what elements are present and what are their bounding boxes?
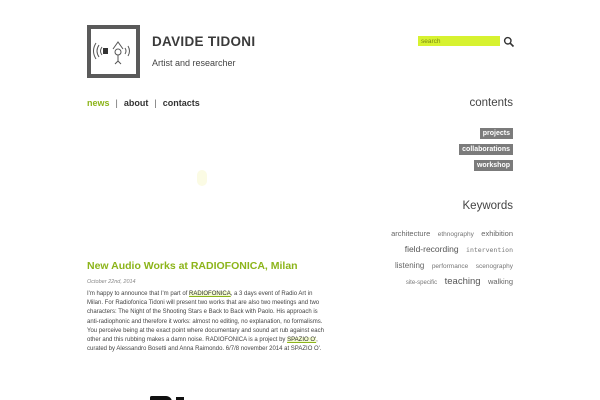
post-text: I'm happy to announce that I'm part of xyxy=(87,291,190,297)
nav-separator: | xyxy=(115,98,118,108)
keyword-ethnography[interactable]: ethnography xyxy=(437,231,474,238)
contents-list xyxy=(459,128,513,176)
post-title[interactable]: New Audio Works at RADIOFONICA, Milan xyxy=(87,260,298,272)
post-image-top xyxy=(150,396,172,400)
keywords-cloud xyxy=(373,225,513,290)
logo-figure-icon xyxy=(91,29,136,74)
keyword-field-recording[interactable]: field-recording xyxy=(404,244,459,254)
keyword-teaching[interactable]: teaching xyxy=(444,276,481,287)
post-date: October 22nd, 2014 xyxy=(87,279,136,285)
spazio-o-link[interactable]: SPAZIO O' xyxy=(287,337,317,344)
keyword-exhibition[interactable]: exhibition xyxy=(481,229,513,238)
nav-about[interactable]: about xyxy=(123,98,149,108)
keyword-performance[interactable]: performance xyxy=(431,263,469,270)
search-button[interactable] xyxy=(503,36,515,48)
keyword-site-specific[interactable]: site-specific xyxy=(405,280,438,286)
contents-link-workshop[interactable]: workshop xyxy=(474,160,513,171)
search-icon xyxy=(503,36,515,48)
keyword-intervention[interactable]: intervention xyxy=(466,246,513,254)
keyword-architecture[interactable]: architecture xyxy=(391,229,431,238)
site-title[interactable]: DAVIDE TIDONI xyxy=(152,34,256,49)
keywords-heading: Keywords xyxy=(462,200,513,212)
site-logo[interactable] xyxy=(87,25,140,78)
nav-news[interactable]: news xyxy=(87,98,110,108)
post-text: , a 3 days event of Radio Art in Milan. For Radiofonica Tidoni will present two works that are also two meetings and two characters: The Night of the Shooting Stars e Back to Back with Paolo. His approach is anti-radiophonic and therefore it works: almost no editing, no explanation, no formalisms. You perceive being at the exact point where documentary and sound art rub against each other and this rubbing makes a damn noise. RADIOFONICA is a project by xyxy=(87,291,324,344)
main-nav xyxy=(87,98,200,108)
site-tagline: Artist and researcher xyxy=(152,58,236,68)
radiofonica-link[interactable]: RADIOFONICA xyxy=(189,291,231,297)
post-body xyxy=(87,290,327,354)
search-input[interactable] xyxy=(418,36,500,46)
nav-separator: | xyxy=(154,98,157,108)
contents-link-projects[interactable]: projects xyxy=(480,128,513,139)
keyword-listening[interactable]: listening xyxy=(395,261,425,270)
contents-heading: contents xyxy=(469,97,513,109)
nav-contacts[interactable]: contacts xyxy=(162,98,200,108)
contents-link-collaborations[interactable]: collaborations xyxy=(459,144,513,155)
loading-placeholder xyxy=(197,170,207,186)
keyword-walking[interactable]: walking xyxy=(487,277,513,286)
keyword-scenography[interactable]: scenography xyxy=(475,263,513,270)
post-text: , curated by Alessandro Bosetti and Anna Raimondo. 6/7/8 november 2014 at SPAZIO O'. xyxy=(87,337,322,353)
